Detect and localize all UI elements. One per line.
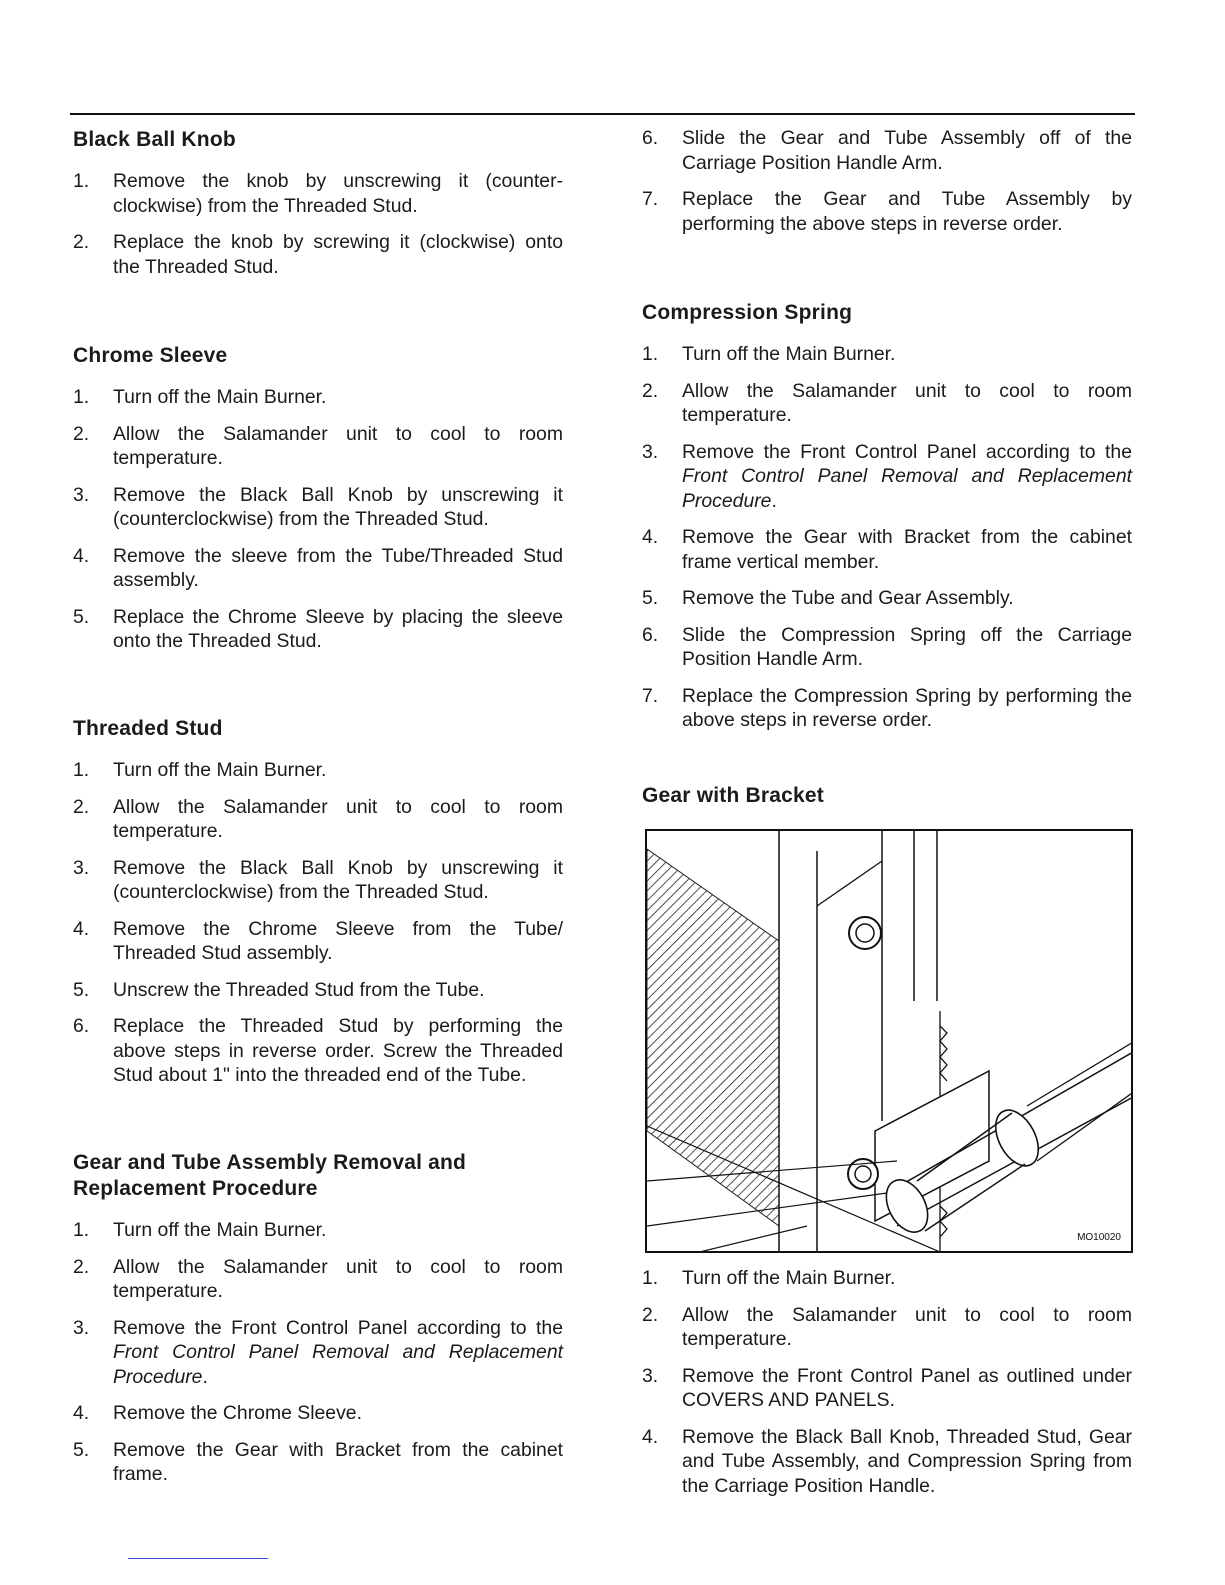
step-number: 2. [642,1303,659,1326]
reference-title: Front Control Panel Removal and Replacement Procedure [682,465,1132,512]
heat-panel-hatch [647,849,779,1226]
list-item [73,978,563,1003]
section-title [73,1150,563,1202]
step-text: Remove the Chrome Sleeve from the Tube/ Threaded Stud assembly. [113,917,563,964]
step-text: Remove the Gear with Bracket from the cabinet frame vertical member. [682,526,1132,573]
step-list [642,126,1132,236]
section-chrome-sleeve [73,343,563,666]
tube-sleeve-right [987,1103,1047,1173]
step-text: Turn off the Main Burner. [113,1219,327,1241]
step-list [73,385,563,654]
section-gear-tube-assembly [73,1150,563,1499]
list-item [642,342,1132,367]
step-number: 2. [73,422,90,445]
list-item [73,856,563,905]
step-text: Allow the Salamander unit to cool to room temperature. [113,795,563,842]
list-item [73,169,563,218]
step-text: Replace the Threaded Stud by performing the above steps in reverse order. Screw the Threaded Stud about 1" into the threaded end of the Tube. [113,1015,563,1086]
list-item [642,525,1132,574]
step-text: Remove the Front Control Panel according to the [113,1316,563,1339]
step-list [642,342,1132,733]
step-text: Allow the Salamander unit to cool to room temperature. [113,1255,563,1302]
step-number: 3. [73,856,90,879]
section-title: Gear with Bracket [642,784,824,807]
step-number: 5. [73,605,90,628]
list-item [642,1266,1132,1291]
step-number: 4. [73,544,90,567]
section-threaded-stud [73,716,563,1100]
list-item [73,1401,563,1426]
step-text: Slide the Compression Spring off the Carriage Position Handle Arm. [682,623,1132,670]
step-number: 2. [73,231,90,253]
list-item [642,1425,1132,1499]
step-text: Allow the Salamander unit to cool to room temperature. [682,379,1132,426]
step-text: Remove the knob by unscrewing it (counter-clockwise) from the Threaded Stud. [113,170,563,217]
step-number: 6. [642,127,659,149]
list-item [73,230,563,279]
section-gear-with-bracket [642,783,1132,809]
section-title: Chrome Sleeve [73,344,228,367]
step-text: Remove the Black Ball Knob, Threaded Stud, Gear and Tube Assembly, and Compression Spring from the Carriage Position Handle. [682,1425,1132,1497]
list-item [642,1364,1132,1413]
list-item [642,187,1132,236]
step-number: 7. [642,684,659,707]
list-item [642,126,1132,175]
list-item [73,385,563,410]
footer-link-rule[interactable] [128,1558,268,1559]
step-text: Slide the Gear and Tube Assembly off of the Carriage Position Handle Arm. [682,127,1132,174]
step-number: 5. [73,1438,90,1461]
section-gear-with-bracket-steps [642,1266,1132,1510]
list-item [642,684,1132,733]
step-list [73,169,563,279]
list-item [73,544,563,593]
step-number: 4. [73,1402,90,1424]
step-number: 6. [642,623,659,646]
step-text: Turn off the Main Burner. [113,759,327,781]
list-item [642,1303,1132,1352]
step-text: Allow the Salamander unit to cool to room temperature. [682,1303,1132,1350]
list-item [73,605,563,654]
list-item [73,1218,563,1243]
title-line-2: Replacement Procedure [73,1177,318,1200]
step-number: 4. [642,526,659,548]
step-list [73,1218,563,1487]
list-item [642,623,1132,672]
step-number: 4. [73,917,90,940]
step-text: Remove the Black Ball Knob by unscrewing it (counterclockwise) from the Threaded Stud. [113,856,563,903]
top-rule [70,113,1135,115]
gear-teeth-upper [940,1026,947,1081]
list-item [73,483,563,532]
list-item [642,379,1132,428]
step-number: 3. [73,483,90,506]
step-text: Turn off the Main Burner. [682,1267,896,1289]
step-text: Turn off the Main Burner. [682,343,896,365]
list-item [642,586,1132,611]
step-number: 5. [73,978,90,1001]
step-number: 1. [642,1267,659,1289]
list-item [642,440,1132,514]
gear-bracket-illustration [645,829,1133,1253]
list-item [73,917,563,966]
step-text: Remove the Front Control Panel as outlined under COVERS AND PANELS. [682,1364,1132,1411]
step-number: 3. [642,440,659,463]
step-number: 1. [73,386,90,408]
step-text: Remove the Tube and Gear Assembly. [682,587,1014,609]
section-title: Compression Spring [642,301,853,324]
step-text: Allow the Salamander unit to cool to room temperature. [113,422,563,469]
step-number: 7. [642,188,659,210]
reference-title: Front Control Panel Removal and Replacement Procedure [113,1341,563,1388]
step-text: Remove the Chrome Sleeve. [113,1402,362,1424]
list-item [73,1255,563,1304]
step-text: Unscrew the Threaded Stud from the Tube. [113,978,485,1001]
step-text: Turn off the Main Burner. [113,386,327,408]
section-gear-tube-continued [642,126,1132,248]
step-number: 1. [73,170,90,192]
list-item [73,422,563,471]
title-line-1: Gear and Tube Assembly Removal and [73,1151,467,1174]
step-text: Replace the Compression Spring by performing the above steps in reverse order. [682,684,1132,731]
step-number: 4. [642,1425,659,1448]
gear-teeth-lower [940,1206,947,1237]
step-text: Remove the Black Ball Knob by unscrewing it (counterclockwise) from the Threaded Stud. [113,483,563,530]
step-number: 2. [642,379,659,402]
step-number: 6. [73,1015,90,1037]
step-list [73,758,563,1088]
step-text-end: . [771,489,777,512]
section-title: Black Ball Knob [73,128,236,151]
step-text: Replace the knob by screwing it (clockwise) onto the Threaded Stud. [113,231,563,278]
list-item [73,795,563,844]
step-list [642,1266,1132,1498]
step-text: Replace the Chrome Sleeve by placing the sleeve onto the Threaded Stud. [113,605,563,652]
section-title: Threaded Stud [73,717,223,740]
step-number: 1. [642,343,659,365]
step-number: 1. [73,1219,90,1241]
gear-bracket-drawing [647,831,1133,1253]
step-text-end: . [202,1365,208,1388]
step-number: 5. [642,587,659,609]
step-text: Remove the Front Control Panel according to the [682,440,1132,463]
list-item [73,1438,563,1487]
step-text: Replace the Gear and Tube Assembly by performing the above steps in reverse order. [682,188,1132,235]
section-black-ball-knob [73,127,563,291]
list-item [73,1316,563,1390]
step-text: Remove the Gear with Bracket from the cabinet frame. [113,1438,563,1485]
figure-code: MO10020 [1077,1232,1121,1243]
step-number: 3. [642,1364,659,1387]
step-number: 2. [73,1255,90,1278]
step-number: 1. [73,759,90,781]
step-number: 3. [73,1316,90,1339]
step-number: 2. [73,795,90,818]
section-compression-spring [642,300,1132,745]
step-text: Remove the sleeve from the Tube/Threaded Stud assembly. [113,544,563,591]
list-item [73,758,563,783]
list-item [73,1014,563,1088]
